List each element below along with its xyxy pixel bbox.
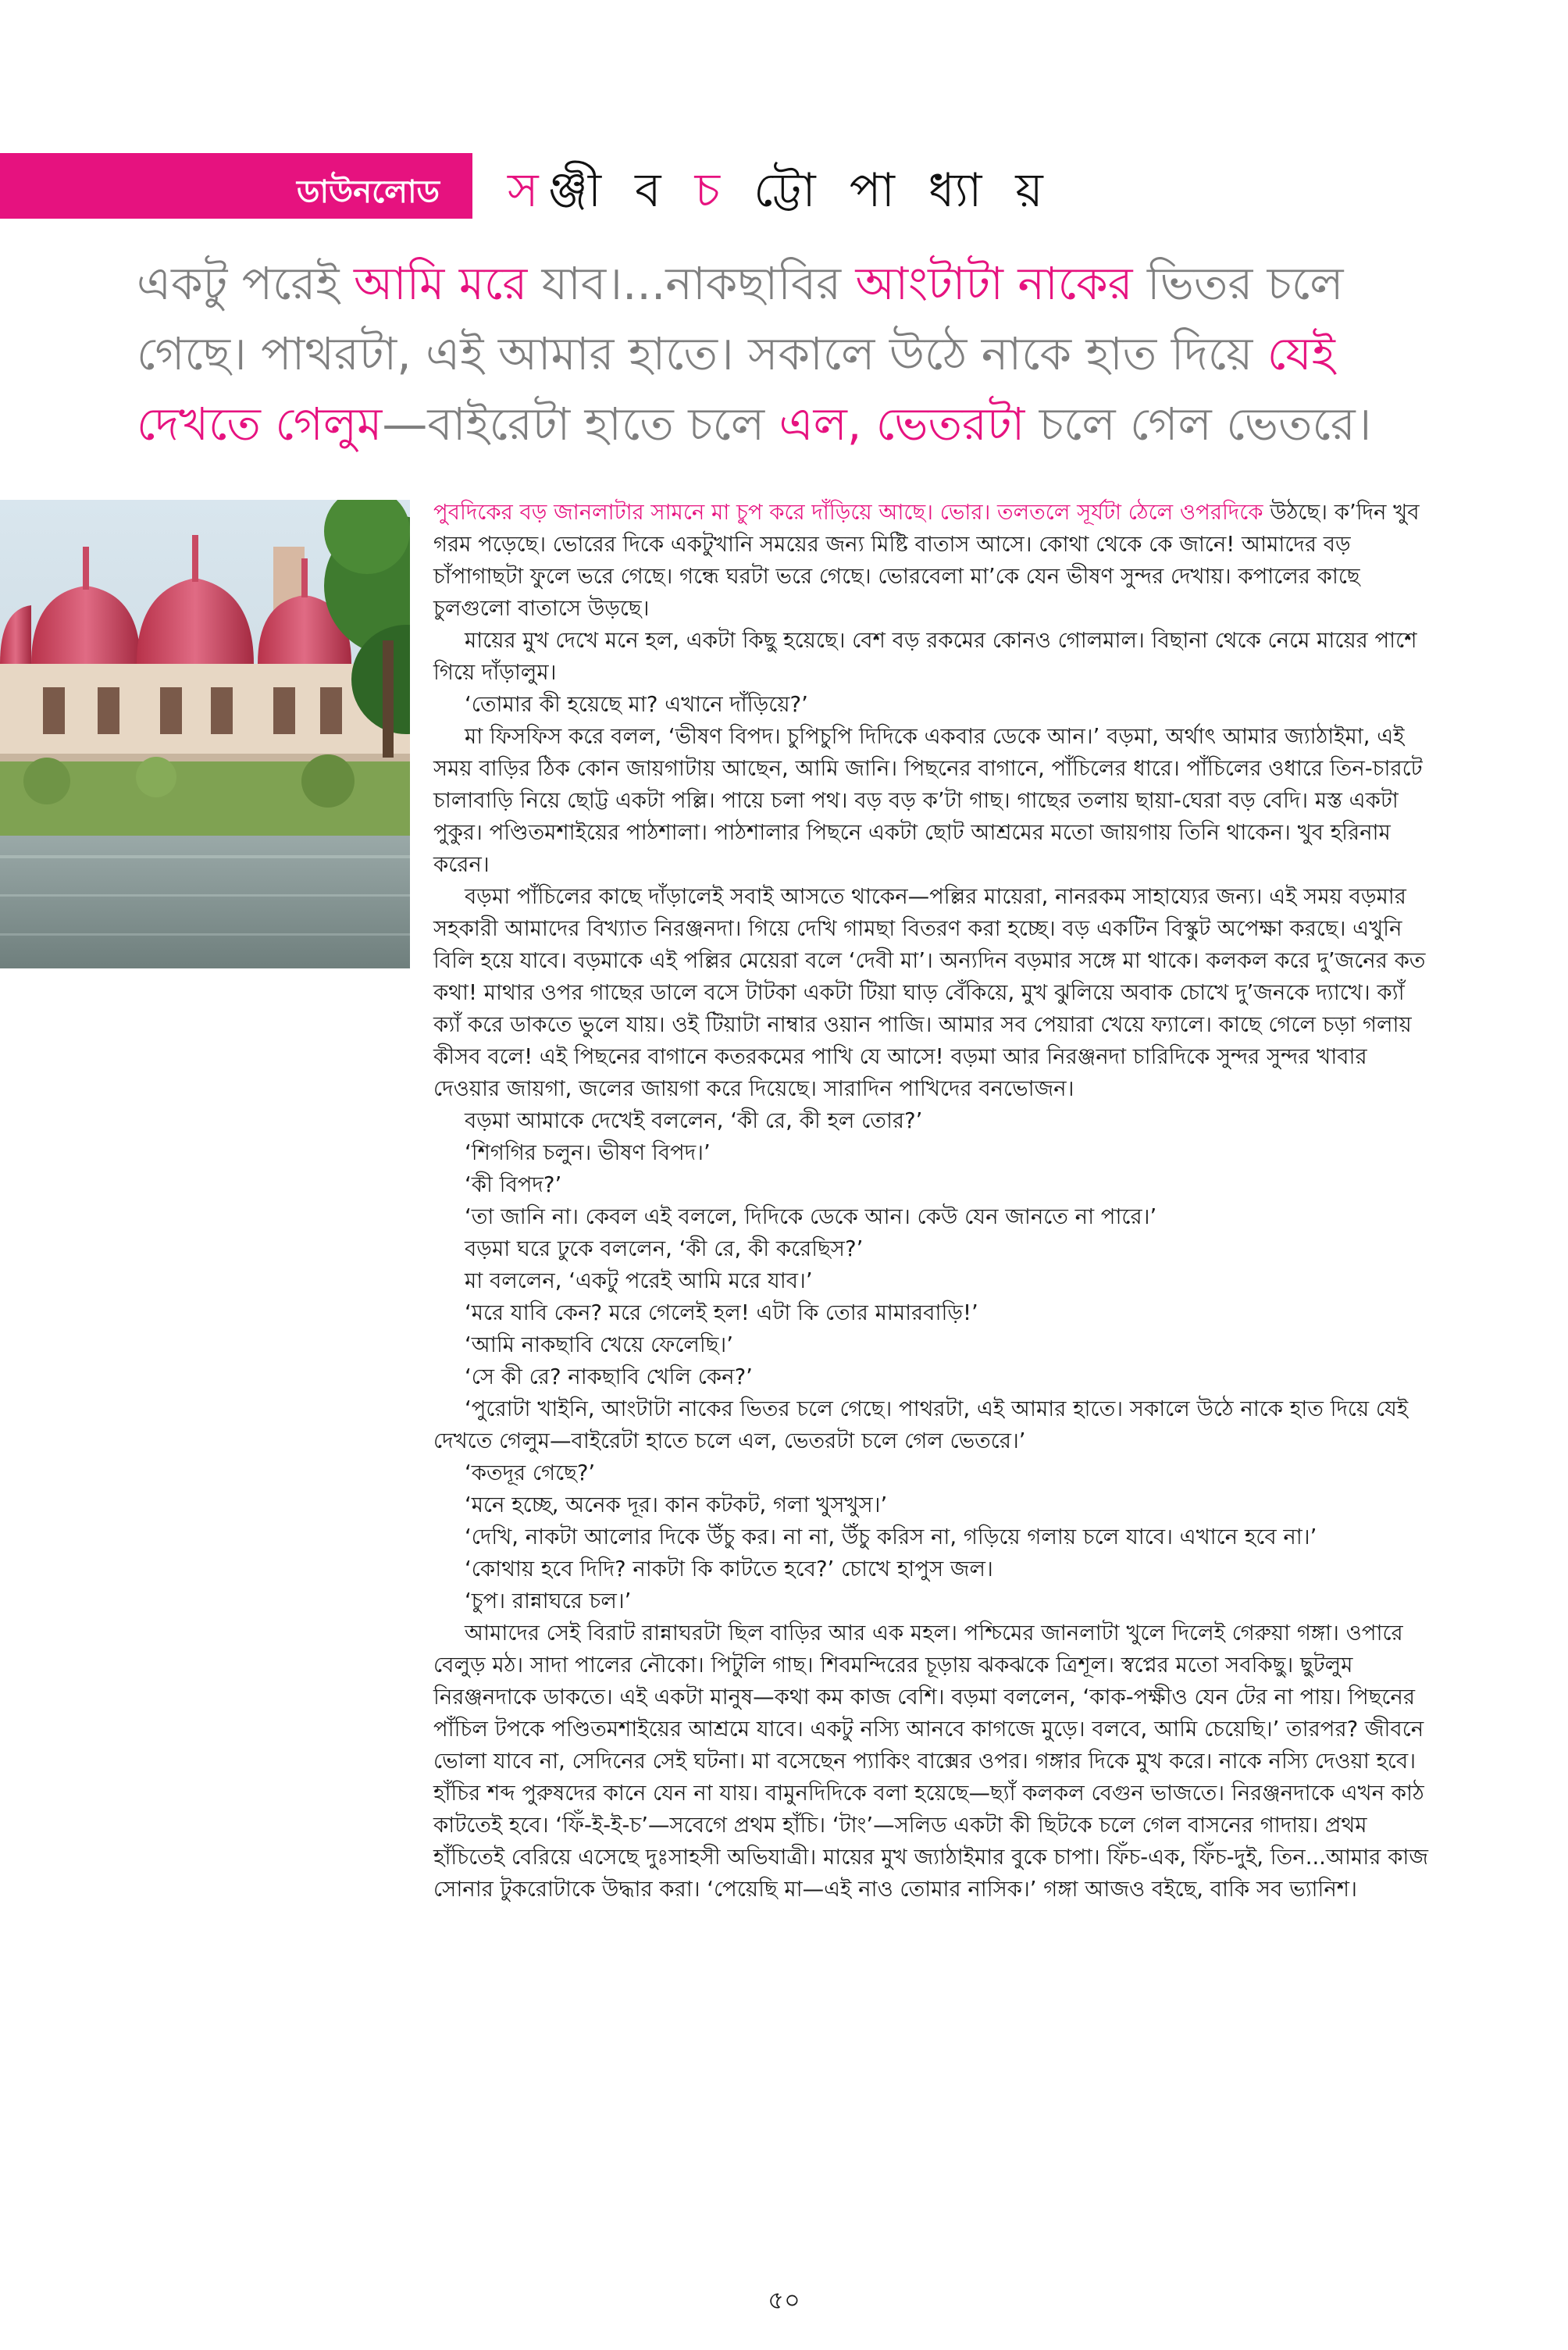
body-paragraph: ‘চুপ। রান্নাঘরে চল।’ [465, 1589, 632, 1614]
body-paragraph: ‘পুরোটা খাইনি, আংটাটা নাকের ভিতর চলে গেছে। পাথরটা, এই আমার হাতে। সকালে উঠে নাকে হাত দিয়ে যেই দেখতে গেলুম—বাইরেটা হাতে চলে এল, ভেতরটা চলে গেল ভেতরে।’ [433, 1396, 1409, 1453]
body-paragraph: ‘সে কী রে? নাকছাবি খেলি কেন?’ [465, 1364, 753, 1389]
body-paragraph: বড়মা পাঁচিলের কাছে দাঁড়ালেই সবাই আসতে থাকেন—পল্লির মায়েরা, নানরকম সাহায্যের জন্য। এই সময় বড়মার সহকারী আমাদের বিখ্যাত নিরঞ্জনদা। গিয়ে দেখি গামছা বিতরণ করা হচ্ছে। বড় একটিন বিস্কুট অপেক্ষা করছে। এখুনি বিলি হয়ে যাবে। বড়মাকে এই পল্লির মেয়েরা বলে ‘দেবী মা’। অন্যদিন বড়মার সঙ্গে মা থাকে। কলকল করে দু’জনের কত কথা! মাথার ওপর গাছের ডালে বসে টাটকা একটা টিয়া ঘাড় বেঁকিয়ে, মুখ ঝুলিয়ে অবাক চোখে দু’জনকে দ্যাখে। ক্যাঁ ক্যাঁ করে ডাকতে ভুলে যায়। ওই টিয়াটা নাম্বার ওয়ান পাজি। আমার সব পেয়ারা খেয়ে ফ্যালে। কাছে গেলে চড়া গলায় কীসব বলে! এই পিছনের বাগানে কতরকমের পাখি যে আসে! বড়মা আর নিরঞ্জনদা চারিদিকে সুন্দর সুন্দর খাবার দেওয়ার জায়গা, জলের জায়গা করে দিয়েছে। সারাদিন পাখিদের বনভোজন। [433, 884, 1426, 1101]
body-paragraph: বড়মা আমাকে দেখেই বললেন, ‘কী রে, কী হল তোর?’ [465, 1108, 923, 1133]
pull-quote-text: একটু পরেই [137, 257, 354, 310]
author-initial-last: চ [694, 163, 729, 218]
article-body [433, 497, 1433, 1906]
body-paragraph: মা বললেন, ‘একটু পরেই আমি মরে যাব।’ [465, 1268, 813, 1293]
lead-text: উঠছে। ক’দিন খুব গরম পড়েছে। ভোরের দিকে একটুখানি সময়ের জন্য মিষ্টি বাতাস আসে। কোথা থেকে কে জানে! আমাদের বড় চাঁপাগাছটা ফুলে ভরে গেছে। গন্ধে ঘরটা ভরে গেছে। ভোরবেলা মা’কে যেন ভীষণ সুন্দর দেখায়। কপালের কাছে চুলগুলো বাতাসে উড়ছে। [433, 500, 1420, 621]
body-paragraph: বড়মা ঘরে ঢুকে বললেন, ‘কী রে, কী করেছিস?’ [465, 1236, 864, 1261]
author-first-rest: ঞ্জী ব [547, 163, 695, 218]
page-number: ৫০ [768, 2285, 800, 2315]
pull-quote-highlight: আমি মরে [353, 257, 528, 310]
body-paragraph: ‘কতদূর গেছে?’ [465, 1460, 596, 1485]
body-paragraph: মায়ের মুখ দেখে মনে হল, একটা কিছু হয়েছে। বেশ বড় রকমের কোনও গোলমাল। বিছানা থেকে নেমে মায়ের পাশে গিয়ে দাঁড়ালুম। [433, 628, 1417, 685]
body-paragraph: ‘দেখি, নাকটা আলোর দিকে উঁচু কর। না না, উঁচু করিস না, গড়িয়ে গলায় চলে যাবে। এখানে হবে না।’ [465, 1524, 1317, 1549]
pull-quote-text: —বাইরেটা হাতে চলে [382, 398, 779, 451]
pull-quote-highlight: যেই দেখতে গেলুম [137, 327, 1335, 451]
author-name [508, 155, 1053, 233]
body-paragraph: ‘কী বিপদ?’ [465, 1172, 562, 1197]
body-paragraph: ‘আমি নাকছাবি খেয়ে ফেলেছি।’ [465, 1332, 733, 1357]
body-paragraph: ‘মরে যাবি কেন? মরে গেলেই হল! এটা কি তোর মামারবাড়ি!’ [465, 1300, 978, 1325]
body-paragraph: ‘তোমার কী হয়েছে মা? এখানে দাঁড়িয়ে?’ [465, 692, 808, 717]
body-paragraph: ‘কোথায় হবে দিদি? নাকটা কি কাটতে হবে?’ চোখে হাপুস জল। [465, 1557, 993, 1582]
author-initial-first: স [508, 163, 548, 218]
pull-quote [137, 248, 1441, 459]
author-last-rest: ট্টো পা ধ্যা য় [729, 163, 1053, 218]
lead-highlight: পুবদিকের বড় জানলাটার সামনে মা চুপ করে দাঁড়িয়ে আছে। ভোর। তলতলে সূর্যটা ঠেলে ওপরদিকে [433, 500, 1263, 525]
lead-paragraph [433, 497, 1433, 625]
temple-photo [0, 500, 410, 968]
body-paragraph: ‘মনে হচ্ছে, অনেক দূর। কান কটকট, গলা খুসখুস।’ [465, 1492, 888, 1517]
body-paragraph: মা ফিসফিস করে বলল, ‘ভীষণ বিপদ। চুপিচুপি দিদিকে একবার ডেকে আন।’ বড়মা, অর্থাৎ আমার জ্যাঠাইমা, এই সময় বাড়ির ঠিক কোন জায়গাটায় আছেন, আমি জানি। পিছনের বাগানে, পাঁচিলের ধারে। পাঁচিলের ওধারে তিন-চারটে চালাবাড়ি নিয়ে ছোট্ট একটা পল্লি। পায়ে চলা পথ। বড় বড় ক’টা গাছ। গাছের তলায় ছায়া-ঘেরা বড় বেদি। মস্ত একটা পুকুর। পণ্ডিতমশাইয়ের পাঠশালা। পাঠশালার পিছনে একটা ছোট আশ্রমের মতো জায়গায় তিনি থাকেন। খুব হরিনাম করেন। [433, 724, 1423, 877]
pull-quote-text: ভিতর চলে গেছে। পাথরটা, এই আমার হাতে। সকালে উঠে নাকে হাত দিয়ে [137, 257, 1344, 380]
body-paragraph: ‘শিগগির চলুন। ভীষণ বিপদ।’ [465, 1140, 711, 1165]
body-paragraph: আমাদের সেই বিরাট রান্নাঘরটা ছিল বাড়ির আর এক মহল। পশ্চিমের জানলাটা খুলে দিলেই গেরুয়া গঙ্গা। ওপারে বেলুড় মঠ। সাদা পালের নৌকো। পিটুলি গাছ। শিবমন্দিরের চূড়ায় ঝকঝকে ত্রিশূল। স্বপ্নের মতো সবকিছু। ছুটলুম নিরঞ্জনদাকে ডাকতে। এই একটা মানুষ—কথা কম কাজ বেশি। বড়মা বললেন, ‘কাক-পক্ষীও যেন টের না পায়। পিছনের পাঁচিল টপকে পণ্ডিতমশাইয়ের আশ্রমে যাবে। একটু নস্যি আনবে কাগজে মুড়ে। বলবে, আমি চেয়েছি।’ তারপর? জীবনে ভোলা যাবে না, সেদিনের সেই ঘটনা। মা বসেছেন প্যাকিং বাক্সের ওপর। গঙ্গার দিকে মুখ করে। নাকে নস্যি দেওয়া হবে। হাঁচির শব্দ পুরুষদের কানে যেন না যায়। বামুনদিদিকে বলা হয়েছে—ছ্যাঁ কলকল বেগুন ভাজতে। নিরঞ্জনদাকে এখন কাঠ কাটতেই হবে। ‘ফিঁ-ই-ই-চ’—সবেগে প্রথম হাঁচি। ‘টাং’—সলিড একটা কী ছিটকে চলে গেল বাসনের গাদায়। প্রথম হাঁচিতেই বেরিয়ে এসেছে দুঃসাহসী অভিযাত্রী। মায়ের মুখ জ্যাঠাইমার বুকে চাপা। ফিঁচ-এক, ফিঁচ-দুই, তিন...আমার কাজ সোনার টুকরোটাকে উদ্ধার করা। ‘পেয়েছি মা—এই নাও তোমার নাসিক।’ গঙ্গা আজও বইছে, বাকি সব ভ্যানিশ। [433, 1621, 1428, 1902]
pull-quote-highlight: আংটাটা নাকের [855, 257, 1133, 310]
pull-quote-text: চলে গেল ভেতরে। [1025, 398, 1372, 451]
section-label: ডাউনলোড [297, 174, 440, 210]
pull-quote-text: যাব।...নাকছাবির [527, 257, 856, 310]
pull-quote-highlight: এল, ভেতরটা [779, 398, 1025, 451]
body-paragraph: ‘তা জানি না। কেবল এই বললে, দিদিকে ডেকে আন। কেউ যেন জানতে না পারে।’ [465, 1204, 1157, 1229]
